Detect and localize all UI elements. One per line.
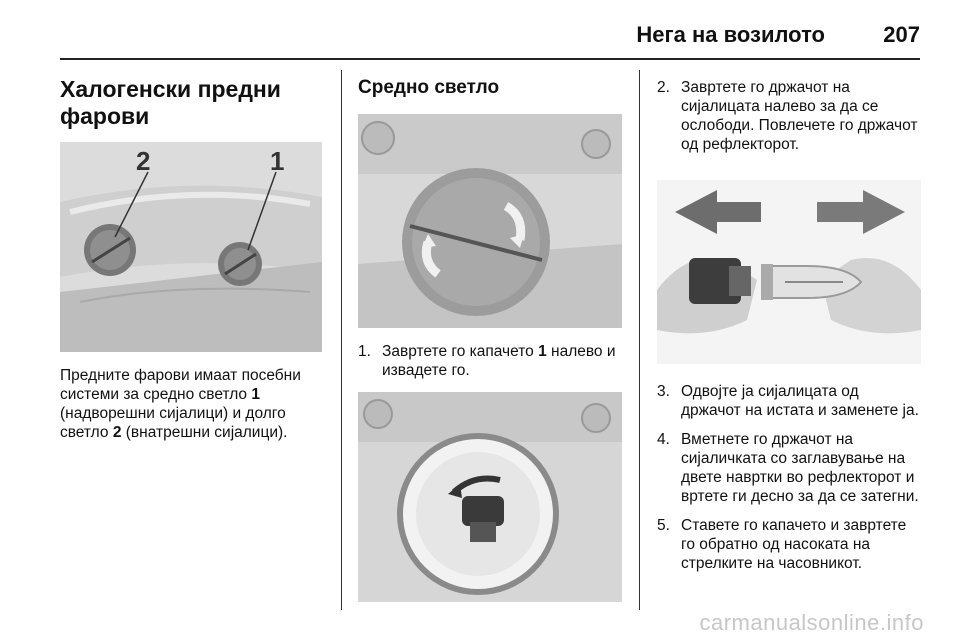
- intro-paragraph: [60, 366, 325, 442]
- page-header: [60, 14, 920, 54]
- step-3-text: Одвојте ја сијалицата од држачот на истата и заменете ја.: [681, 383, 919, 419]
- step-2-text: Завртете го држачот на сијалицата налево за да се ослободи. Повлечете го држачот од рефлекторот.: [681, 79, 918, 153]
- intro-ref-2: 2: [112, 424, 122, 441]
- step-1-number: 1.: [358, 343, 371, 360]
- column-divider-2: [639, 70, 640, 610]
- watermark: carmanualsonline.info: [699, 610, 924, 635]
- step-2-number: 2.: [657, 79, 670, 96]
- page-number: 207: [883, 22, 920, 47]
- section-title: [60, 76, 325, 130]
- steps-list-col3a: [657, 78, 922, 154]
- step-2: [657, 78, 922, 154]
- header-rule: [60, 58, 920, 60]
- steps-list-col2: [358, 342, 623, 380]
- bulb-holder-figure: [358, 392, 622, 602]
- figure-label-1: 1: [270, 146, 285, 176]
- subsection-title: Средно светло: [358, 77, 500, 98]
- step-3-number: 3.: [657, 383, 670, 400]
- step-5-text: Ставете го капачето и завртете го обратно од насоката на стрелките на часовникот.: [681, 517, 907, 572]
- step-4-text: Вметнете го држачот на сијаличката со заглавување на двете навртки во рефлекторот и вртете ги десно за да се затегни.: [681, 431, 919, 505]
- step-4-number: 4.: [657, 431, 670, 448]
- intro-text-1: Предните фарови имаат посебни системи за средно светло: [60, 367, 301, 403]
- intro-text-3: (внатрешни сијалици).: [121, 424, 288, 441]
- headlamp-overview-illustration: [60, 142, 322, 352]
- column-2: [358, 70, 623, 602]
- column-1: [60, 70, 325, 442]
- steps-list-col3b: [657, 382, 922, 573]
- bulb-removal-figure: [657, 180, 921, 364]
- step-1: [358, 342, 623, 380]
- header-title: Нега на возилото: [636, 22, 825, 47]
- step-5-number: 5.: [657, 517, 670, 534]
- cap-figure: [358, 114, 622, 328]
- step-1-text-2: налево и извадете го.: [382, 343, 616, 379]
- section-title-line1: Халогенски предни: [60, 76, 281, 102]
- step-4: [657, 430, 922, 506]
- column-3: [657, 70, 922, 573]
- bulb-holder-illustration: [358, 392, 622, 602]
- step-5: [657, 516, 922, 573]
- section-title-line2: фарови: [60, 103, 150, 129]
- step-3: [657, 382, 922, 420]
- intro-text-2: (надворешни сијалици) и долго светло: [60, 405, 286, 441]
- step-1-ref: 1: [538, 343, 547, 360]
- column-divider-1: [341, 70, 342, 610]
- intro-ref-1: 1: [251, 386, 260, 403]
- bulb-removal-illustration: [657, 180, 921, 364]
- cap-illustration: [358, 114, 622, 328]
- figure-label-2: 2: [136, 146, 151, 176]
- headlamp-overview-figure: [60, 142, 322, 352]
- step-1-text-1: Завртете го капачето: [382, 343, 539, 360]
